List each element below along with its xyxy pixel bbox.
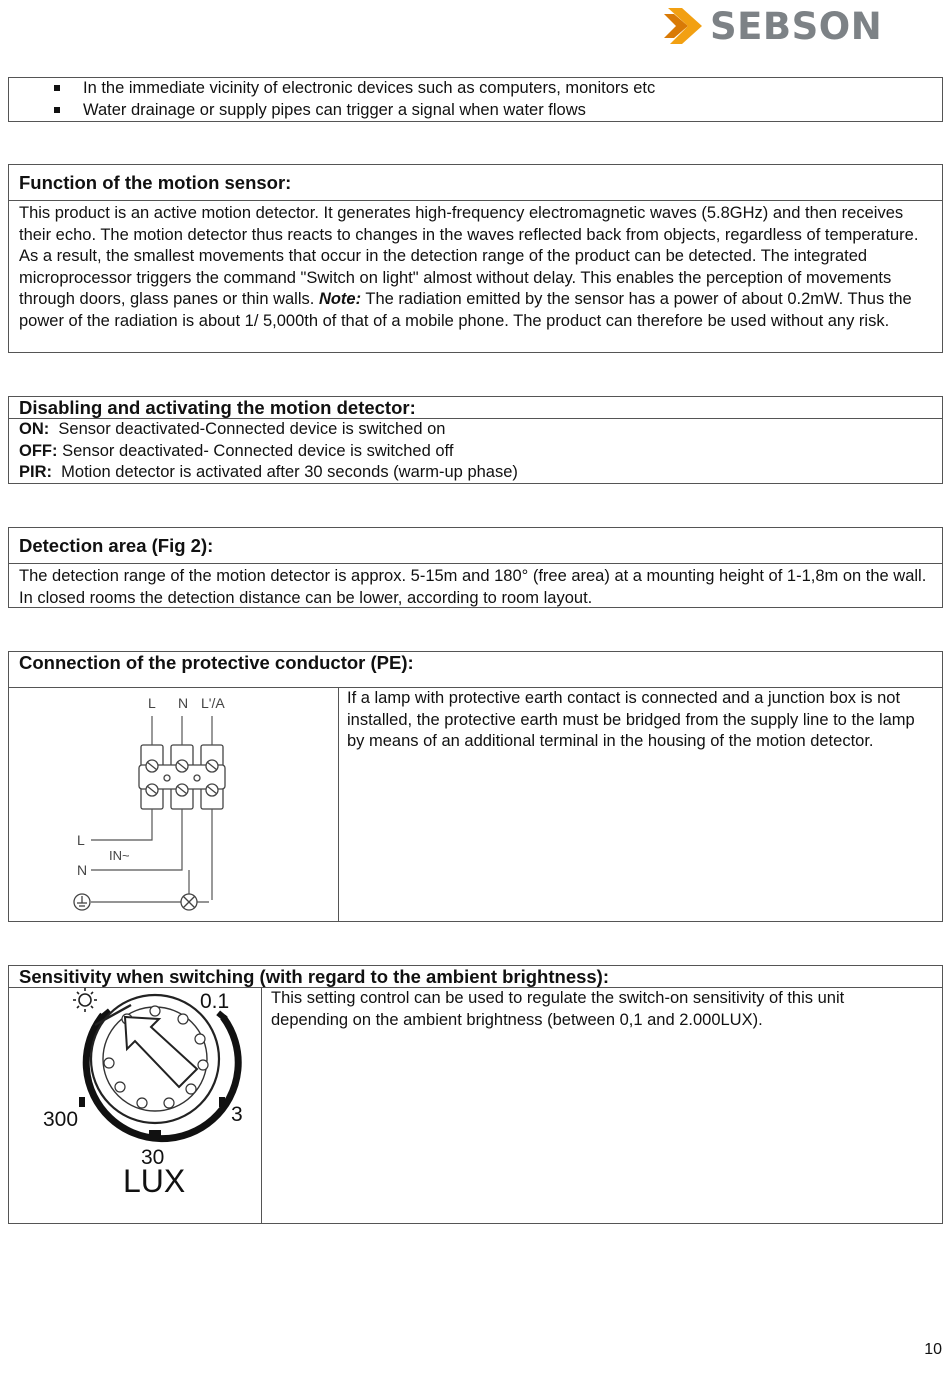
mode-label: ON: bbox=[19, 420, 50, 438]
terminal-label-n: N bbox=[178, 695, 189, 711]
section-title: Function of the motion sensor: bbox=[9, 165, 942, 201]
sensitivity-section bbox=[8, 965, 943, 1224]
disable-rows bbox=[9, 419, 942, 484]
mode-row-off bbox=[19, 441, 932, 463]
function-text-after: The radiation emitted by the sensor has a power of about 0.2mW. Thus the power of the radiation is about 1/ 5,000th of that of a mobile phone. The product can therefore be used without any risk. bbox=[19, 290, 912, 330]
list-item: In the immediate vicinity of electronic devices such as computers, monitors etc bbox=[54, 78, 942, 100]
terminal-label-la: L'/A bbox=[201, 695, 225, 711]
lux-dial bbox=[19, 987, 259, 1202]
page-number: 10 bbox=[924, 1341, 942, 1358]
function-text bbox=[9, 201, 942, 332]
disable-section bbox=[8, 396, 943, 484]
mode-label: PIR: bbox=[19, 463, 52, 481]
bullet-list bbox=[9, 78, 942, 121]
logo-text: SEBSON bbox=[710, 5, 883, 48]
wiring-diagram bbox=[49, 690, 369, 920]
bullet-box bbox=[8, 77, 943, 122]
section-title: Disabling and activating the motion detector: bbox=[9, 397, 942, 419]
mode-label: OFF: bbox=[19, 441, 58, 460]
pe-section bbox=[8, 651, 943, 922]
lamp-icon bbox=[181, 894, 197, 910]
section-title: Detection area (Fig 2): bbox=[9, 528, 942, 564]
dial-unit: LUX bbox=[123, 1163, 186, 1199]
section-title: Connection of the protective conductor (PE): bbox=[9, 652, 942, 688]
mode-text: Sensor deactivated-Connected device is switched on bbox=[49, 420, 446, 438]
function-section bbox=[8, 164, 943, 353]
mode-text: Sensor deactivated- Connected device is switched off bbox=[57, 441, 454, 460]
dial-label-30: 30 bbox=[141, 1146, 165, 1169]
mode-row-pir bbox=[19, 462, 932, 484]
section-title: Sensitivity when switching (with regard to the ambient brightness): bbox=[9, 966, 942, 988]
sensitivity-text: This setting control can be used to regulate the switch-on sensitivity of this unit depending on the ambient brightness (between 0,1 and 2.000LUX). bbox=[271, 989, 845, 1029]
pe-text: If a lamp with protective earth contact is connected and a junction box is not installed, the protective earth must be bridged from the supply line to the lamp by means of an additional terminal in the housing of the motion detector. bbox=[347, 689, 915, 750]
dial-label-300: 300 bbox=[43, 1108, 79, 1131]
ground-icon bbox=[74, 894, 90, 910]
list-item: Water drainage or supply pipes can trigger a signal when water flows bbox=[54, 100, 942, 122]
sebson-logo bbox=[662, 6, 884, 48]
note-label: Note: bbox=[318, 290, 362, 308]
sun-icon bbox=[73, 988, 97, 1012]
sensitivity-row bbox=[9, 987, 942, 1223]
dial-label-3: 3 bbox=[231, 1103, 243, 1126]
detection-text: The detection range of the motion detector is approx. 5-15m and 180° (free area) at a mounting height of 1-1,8m on the wall. In closed rooms the detection distance can be lower, according to room layout. bbox=[19, 567, 927, 607]
side-label-n: N bbox=[77, 862, 88, 878]
detection-section bbox=[8, 527, 943, 608]
side-label-l: L bbox=[77, 832, 85, 848]
logo-arrow-icon bbox=[662, 6, 708, 48]
pe-row bbox=[9, 687, 942, 921]
terminal-label-l: L bbox=[148, 695, 156, 711]
dial-label-min: 0.1 bbox=[200, 990, 230, 1013]
mode-text: Motion detector is activated after 30 seconds (warm-up phase) bbox=[52, 463, 518, 481]
function-text-before: This product is an active motion detector. It generates high-frequency electromagnetic waves (5.8GHz) and then receives their echo. The motion detector thus reacts to changes in the waves reflected back from objects, regardless of temperature. As a result, the smallest movements that occur in the detection range of the product can be detected. The integrated microprocessor triggers the command "Switch on light" almost without delay. This enables the perception of movements through doors, glass panes or thin walls. bbox=[19, 204, 919, 308]
input-label: IN~ bbox=[109, 848, 130, 863]
mode-row-on bbox=[19, 419, 932, 441]
